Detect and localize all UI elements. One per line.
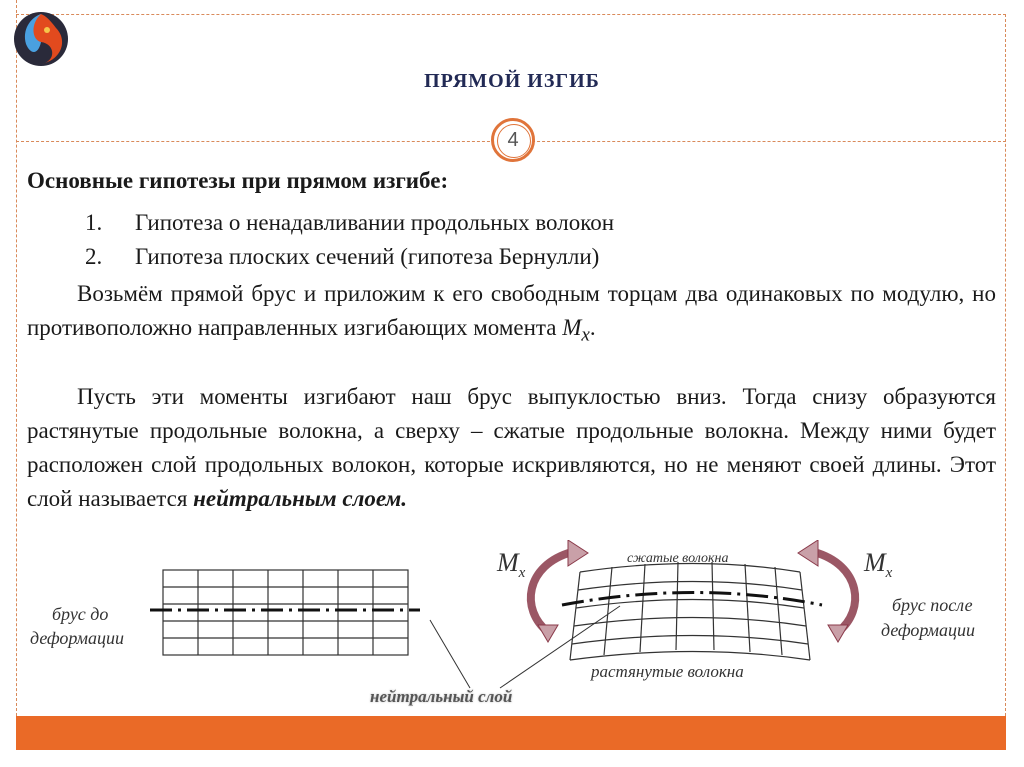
moment-label-left-symbol: M [497, 548, 519, 577]
frame-top-border [16, 14, 1006, 15]
paragraph-1-end: . [589, 315, 596, 340]
neutral-axis-after [562, 593, 822, 606]
moment-subscript: x [581, 324, 590, 346]
beam-before-label-2: деформации [30, 628, 124, 648]
beam-after-label-1: брус после [892, 595, 973, 615]
page-number: 4 [507, 129, 519, 151]
moment-arrowhead-left [568, 540, 588, 566]
hypothesis-text: Гипотеза плоских сечений (гипотеза Бернулли) [135, 244, 600, 269]
moment-tail-left [538, 625, 558, 642]
leader-line-left [430, 620, 470, 688]
footer-bar [16, 716, 1006, 750]
page-title: ПРЯМОЙ ИЗГИБ [424, 70, 600, 92]
neutral-layer-label: нейтральный слой [370, 687, 513, 706]
page-number-badge [491, 118, 535, 162]
beam-before-grid [163, 570, 408, 655]
stretched-fibers-label: растянутые волокна [591, 662, 744, 681]
hypothesis-text: Гипотеза о ненадавливании продольных волокон [135, 210, 615, 235]
hypothesis-number: 1. [85, 210, 103, 235]
moment-symbol: M [562, 315, 582, 340]
moment-arrowhead-right [798, 540, 818, 566]
moment-label-right [864, 548, 892, 582]
moment-label-right-symbol: M [864, 548, 886, 577]
page-number-ring [497, 124, 531, 158]
beam-after-label-2: деформации [881, 620, 975, 640]
logo-icon [12, 10, 70, 68]
moment-tail-right [828, 625, 848, 642]
compressed-fibers-label: сжатые волокна [627, 551, 729, 566]
beam-before-label-1: брус до [52, 604, 109, 624]
beam-after-grid [570, 562, 810, 660]
moment-label-right-subscript: x [885, 565, 893, 582]
paragraph-1 [27, 277, 996, 353]
section-heading: Основные гипотезы при прямом изгибе: [27, 168, 449, 193]
paragraph-2-text: Пусть эти моменты изгибают наш брус выпуклостью вниз. Тогда снизу образуются растянутые продольные волокна, а сверху – сжатые продольные волокна. Между ними будет расположен слой продольных волокон, которые искривляются, но не меняют своей длины. Этот слой называется [27, 384, 996, 511]
neutral-layer-term: нейтральным слоем. [193, 486, 408, 511]
moment-label-left-subscript: x [518, 565, 526, 582]
moment-arrow-right [814, 552, 855, 632]
paragraph-1-text: Возьмём прямой брус и приложим к его свободным торцам два одинаковых по модулю, но противоположно направленных изгибающих момента [27, 281, 996, 340]
hypothesis-number: 2. [85, 244, 103, 269]
moment-label-left [497, 548, 525, 582]
moment-arrow-left [531, 552, 572, 632]
paragraph-2 [27, 380, 996, 516]
